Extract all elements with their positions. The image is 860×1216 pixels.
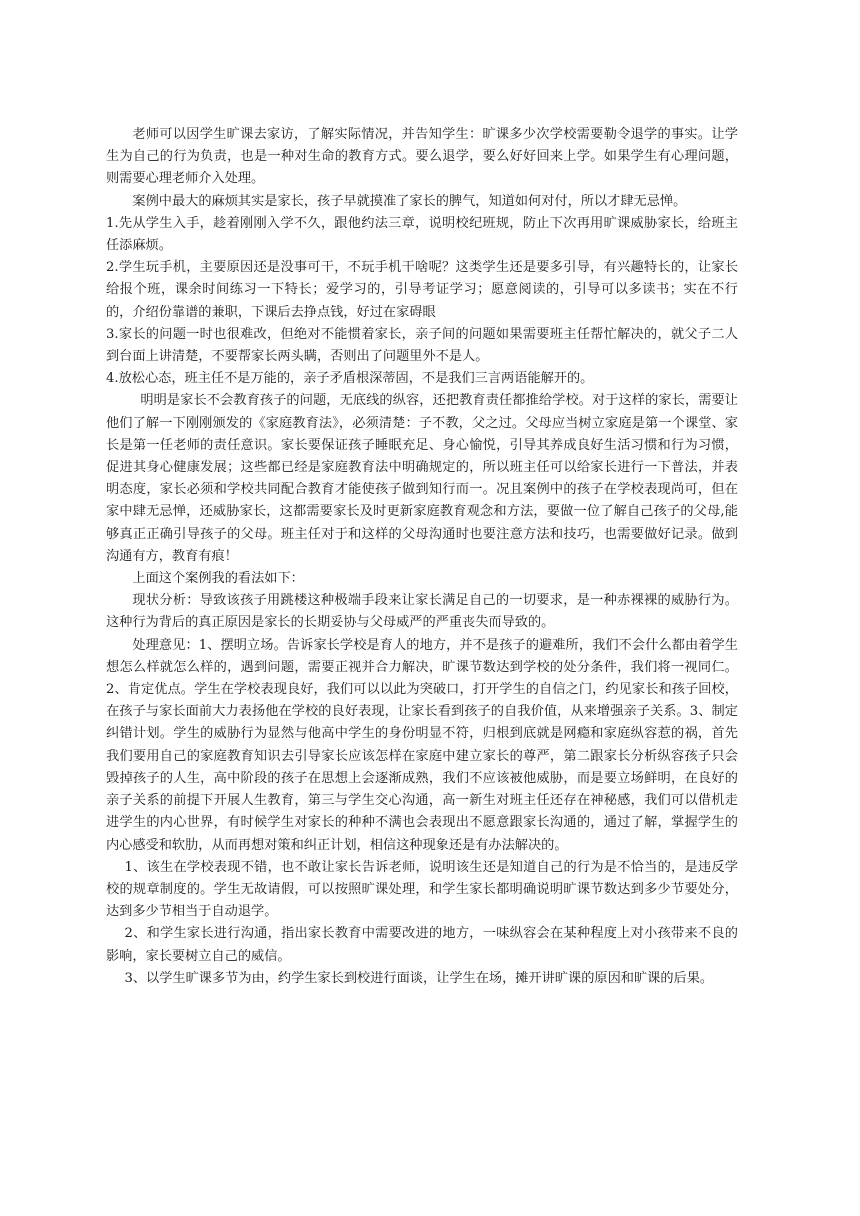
document-body	[106, 124, 738, 990]
paragraph-item-3: 3、以学生旷课多节为由，约学生家长到校进行面谈，让学生在场，摊开讲旷课的原因和旷课的后果。	[124, 970, 714, 986]
paragraph-point-4: 4.放松心态，班主任不是万能的，亲子矛盾根深蒂固，不是我们三言两语能解开的。	[106, 371, 594, 387]
paragraph-opinion-intro: 上面这个案例我的看法如下：	[132, 571, 304, 587]
paragraph-parent-problem: 案例中最大的麻烦其实是家长，孩子早就摸准了家长的脾气，知道如何对付，所以才肆无忌惮。	[132, 193, 687, 209]
paragraph-home-visit: 老师可以因学生旷课去家访，了解实际情况，并告知学生：旷课多少次学校需要勒令退学的事实。让学生为自己的行为负责，也是一种对生命的教育方式。要么退学，要么好好回来上学。如果学生有心理问题，则需要心理老师介入处理。	[106, 127, 738, 187]
paragraph-handling-opinion: 处理意见：1、摆明立场。告诉家长学校是育人的地方，并不是孩子的避难所，我们不会什么都由着学生想怎么样就怎么样的，遇到问题，需要正视并合力解决，旷课节数达到学校的处分条件，我们将一视同仁。2、肯定优点。学生在学校表现良好，我们可以以此为突破口，打开学生的自信之门，约见家长和孩子回校，在孩子与家长面前大力表扬他在学校的良好表现，让家长看到孩子的自我价值，从来增强亲子关系。3、制定纠错计划。学生的威胁行为显然与他高中学生的身份明显不符，归根到底就是网瘾和家庭纵容惹的祸，首先我们要用自己的家庭教育知识去引导家长应该怎样在家庭中建立家长的尊严，第二跟家长分析纵容孩子只会毁掉孩子的人生，高中阶段的孩子在思想上会逐渐成熟，我们不应该被他威胁，而是要立场鲜明，在良好的亲子关系的前提下开展人生教育，第三与学生交心沟通，高一新生对班主任还存在神秘感，我们可以借机走进学生的内心世界，有时候学生对家长的种种不满也会表现出不愿意跟家长沟通的，通过了解，掌握学生的内心感受和软肋，从而再想对策和纠正计划，相信这种现象还是有办法解决的。	[106, 637, 738, 853]
paragraph-point-3: 3.家长的问题一时也很难改，但绝对不能惯着家长，亲子间的问题如果需要班主任帮忙解决的，就父子二人到台面上讲清楚，不要帮家长两头瞒，否则出了问题里外不是人。	[106, 326, 738, 365]
paragraph-family-education-law: 明明是家长不会教育孩子的问题，无底线的纵容，还把教育责任都推给学校。对于这样的家长，需要让他们了解一下刚刚颁发的《家庭教育法》，必须清楚：子不教，父之过。父母应当树立家庭是第一个课堂、家长是第一任老师的责任意识。家长要保证孩子睡眠充足、身心愉悦，引导其养成良好生活习惯和行为习惯，促进其身心健康发展；这些都已经是家庭教育法中明确规定的，所以班主任可以给家长进行一下普法，并表明态度，家长必须和学校共同配合教育才能使孩子做到知行而一。况且案例中的孩子在学校表现尚可，但在家中肆无忌惮，还威胁家长，这都需要家长及时更新家庭教育观念和方法，要做一位了解自己孩子的父母,能够真正正确引导孩子的父母。班主任对于和这样的父母沟通时也要注意方法和技巧，也需要做好记录。做到沟通有方，教育有痕！	[106, 393, 738, 564]
paragraph-item-1: 1、该生在学校表现不错，也不敢让家长告诉老师，说明该生还是知道自己的行为是不恰当的，是违反学校的规章制度的。学生无故请假，可以按照旷课处理，和学生家长都明确说明旷课节数达到多少节要处分，达到多少节相当于自动退学。	[106, 859, 738, 920]
paragraph-point-1: 1.先从学生入手，趁着刚刚入学不久，跟他约法三章，说明校纪班规，防止下次再用旷课威胁家长，给班主任添麻烦。	[106, 215, 738, 254]
paragraph-item-2: 2、和学生家长进行沟通，指出家长教育中需要改进的地方，一味纵容会在某种程度上对小孩带来不良的影响，家长要树立自己的威信。	[106, 926, 738, 964]
paragraph-point-2: 2.学生玩手机，主要原因还是没事可干，不玩手机干啥呢？这类学生还是要多引导，有兴趣特长的，让家长给报个班，课余时间练习一下特长；爱学习的，引导考证学习；愿意阅读的，引导可以多读书；实在不行的，介绍份靠谱的兼职，下课后去挣点钱，好过在家碍眼	[106, 260, 738, 320]
paragraph-status-analysis: 现状分析：导致该孩子用跳楼这种极端手段来让家长满足自己的一切要求，是一种赤裸裸的威胁行为。这种行为背后的真正原因是家长的长期妥协与父母威严的严重丧失而导致的。	[106, 593, 738, 631]
